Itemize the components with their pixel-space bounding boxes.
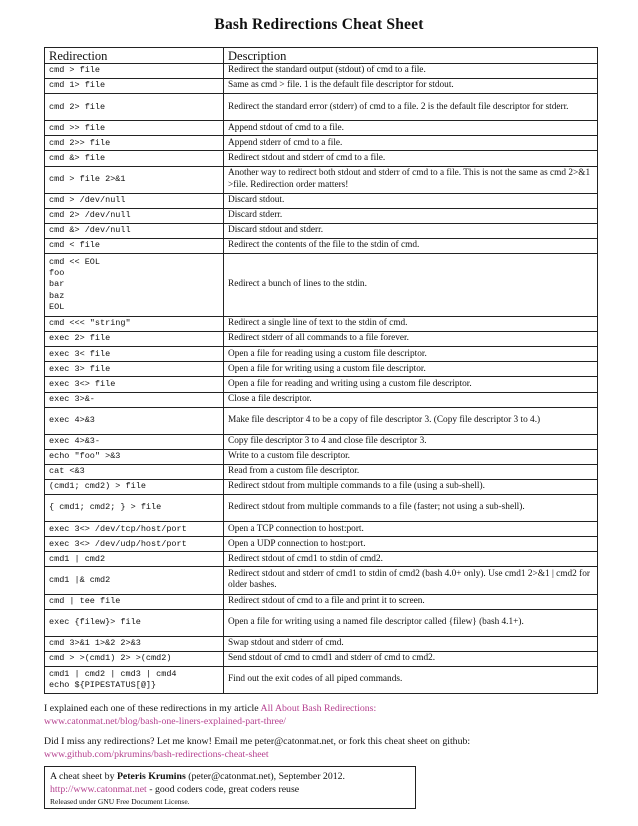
- description-cell: Redirect the standard output (stdout) of cmd to a file.: [224, 64, 598, 79]
- redirection-cell: cmd 2> /dev/null: [45, 208, 224, 223]
- description-cell: Redirect a single line of text to the stdin of cmd.: [224, 317, 598, 332]
- redirection-cell: cmd > /dev/null: [45, 193, 224, 208]
- table-row: [45, 254, 598, 317]
- table-row: [45, 64, 598, 79]
- redirection-cell: cmd <<< "string": [45, 317, 224, 332]
- description-cell: Redirect stdout from multiple commands to a file (faster; not using a sub-shell).: [224, 495, 598, 522]
- credits-author: Peteris Krumins: [116, 771, 186, 782]
- description-cell: Redirect stdout and stderr of cmd to a file.: [224, 151, 598, 166]
- github-link[interactable]: www.github.com/pkrumins/bash-redirections-cheat-sheet: [44, 749, 269, 760]
- footer-feedback: [44, 735, 470, 761]
- description-cell: Open a TCP connection to host:port.: [224, 522, 598, 537]
- table-row: [45, 238, 598, 253]
- redirection-cell: cat <&3: [45, 464, 224, 479]
- redirection-cell: cmd > file 2>&1: [45, 166, 224, 193]
- license-note: Released under GNU Free Document License.: [50, 797, 190, 806]
- footer-article: [44, 702, 376, 728]
- table-row: [45, 317, 598, 332]
- description-cell: Open a file for reading and writing using a custom file descriptor.: [224, 377, 598, 392]
- table-row: [45, 651, 598, 666]
- description-cell: Redirect stderr of all commands to a file forever.: [224, 332, 598, 347]
- description-cell: Open a file for writing using a named file descriptor called {filew} (bash 4.1+).: [224, 609, 598, 636]
- credits-line-site: [50, 783, 410, 796]
- table-row: [45, 666, 598, 693]
- redirection-cell: exec 2> file: [45, 332, 224, 347]
- redirection-cell: exec 3>&-: [45, 392, 224, 407]
- table-header-row: [45, 48, 598, 64]
- table-row: [45, 537, 598, 552]
- credits-line-author: [50, 770, 410, 783]
- credits-motto: - good coders code, great coders reuse: [146, 784, 300, 795]
- table-row: [45, 392, 598, 407]
- table-row: [45, 567, 598, 594]
- redirection-cell: cmd | tee file: [45, 594, 224, 609]
- description-cell: Redirect a bunch of lines to the stdin.: [224, 254, 598, 317]
- redirection-cell: cmd &> /dev/null: [45, 223, 224, 238]
- redirection-cell: cmd > file: [45, 64, 224, 79]
- description-cell: Redirect the contents of the file to the stdin of cmd.: [224, 238, 598, 253]
- catonmat-link[interactable]: http://www.catonmat.net: [50, 784, 147, 795]
- table-row: [45, 347, 598, 362]
- table-row: [45, 636, 598, 651]
- redirection-cell: cmd1 |& cmd2: [45, 567, 224, 594]
- table-row: [45, 495, 598, 522]
- redirection-cell: exec {filew}> file: [45, 609, 224, 636]
- description-cell: Another way to redirect both stdout and stderr of cmd to a file. This is not the same as cmd 2>&1 >file. Redirection order matters!: [224, 166, 598, 193]
- table-row: [45, 449, 598, 464]
- credits-box: [44, 766, 416, 809]
- description-cell: Send stdout of cmd to cmd1 and stderr of cmd to cmd2.: [224, 651, 598, 666]
- redirection-cell: cmd1 | cmd2 | cmd3 | cmd4 echo ${PIPESTATUS[@]}: [45, 666, 224, 693]
- table-row: [45, 552, 598, 567]
- description-cell: Open a file for reading using a custom file descriptor.: [224, 347, 598, 362]
- description-cell: Read from a custom file descriptor.: [224, 464, 598, 479]
- description-cell: Swap stdout and stderr of cmd.: [224, 636, 598, 651]
- table-row: [45, 223, 598, 238]
- redirection-cell: exec 3< file: [45, 347, 224, 362]
- table-row: [45, 594, 598, 609]
- table-body: [45, 64, 598, 694]
- description-cell: Redirect stdout of cmd1 to stdin of cmd2.: [224, 552, 598, 567]
- table-row: [45, 609, 598, 636]
- description-cell: Same as cmd > file. 1 is the default file descriptor for stdout.: [224, 79, 598, 94]
- description-cell: Redirect the standard error (stderr) of cmd to a file. 2 is the default file descriptor for stderr.: [224, 94, 598, 121]
- credits-prefix: A cheat sheet by: [50, 771, 117, 782]
- description-cell: Open a UDP connection to host:port.: [224, 537, 598, 552]
- table-row: [45, 208, 598, 223]
- footer-article-text: I explained each one of these redirections in my article: [44, 703, 261, 714]
- redirection-cell: cmd 2>> file: [45, 136, 224, 151]
- redirection-cell: cmd << EOL foo bar baz EOL: [45, 254, 224, 317]
- redirection-cell: exec 3<> /dev/udp/host/port: [45, 537, 224, 552]
- redirection-cell: cmd1 | cmd2: [45, 552, 224, 567]
- table-row: [45, 121, 598, 136]
- credits-suffix: (peter@catonmat.net), September 2012.: [185, 771, 345, 782]
- table-row: [45, 464, 598, 479]
- article-url-link[interactable]: www.catonmat.net/blog/bash-one-liners-explained-part-three/: [44, 716, 287, 727]
- table-row: [45, 479, 598, 494]
- description-cell: Write to a custom file descriptor.: [224, 449, 598, 464]
- redirection-cell: exec 3<> /dev/tcp/host/port: [45, 522, 224, 537]
- redirection-cell: exec 3> file: [45, 362, 224, 377]
- redirection-cell: (cmd1; cmd2) > file: [45, 479, 224, 494]
- table-row: [45, 377, 598, 392]
- description-cell: Discard stderr.: [224, 208, 598, 223]
- footer-feedback-text: Did I miss any redirections? Let me know! Email me peter@catonmat.net, or fork this cheat sheet on github:: [44, 736, 471, 747]
- description-cell: Copy file descriptor 3 to 4 and close file descriptor 3.: [224, 434, 598, 449]
- table-row: [45, 193, 598, 208]
- redirections-table: [44, 47, 598, 694]
- description-cell: Redirect stdout from multiple commands to a file (using a sub-shell).: [224, 479, 598, 494]
- table-row: [45, 151, 598, 166]
- table-row: [45, 522, 598, 537]
- table-row: [45, 434, 598, 449]
- redirection-cell: cmd 2> file: [45, 94, 224, 121]
- redirection-cell: cmd 3>&1 1>&2 2>&3: [45, 636, 224, 651]
- redirection-cell: cmd &> file: [45, 151, 224, 166]
- description-cell: Discard stdout and stderr.: [224, 223, 598, 238]
- description-cell: Append stderr of cmd to a file.: [224, 136, 598, 151]
- table-row: [45, 79, 598, 94]
- table-row: [45, 166, 598, 193]
- description-cell: Discard stdout.: [224, 193, 598, 208]
- description-cell: Open a file for writing using a custom file descriptor.: [224, 362, 598, 377]
- header-redirection: Redirection: [45, 48, 224, 64]
- redirection-cell: cmd > >(cmd1) 2> >(cmd2): [45, 651, 224, 666]
- redirection-cell: { cmd1; cmd2; } > file: [45, 495, 224, 522]
- redirection-cell: exec 4>&3: [45, 407, 224, 434]
- redirection-cell: cmd >> file: [45, 121, 224, 136]
- description-cell: Append stdout of cmd to a file.: [224, 121, 598, 136]
- description-cell: Redirect stdout of cmd to a file and print it to screen.: [224, 594, 598, 609]
- description-cell: Close a file descriptor.: [224, 392, 598, 407]
- redirection-cell: exec 4>&3-: [45, 434, 224, 449]
- table-row: [45, 332, 598, 347]
- table-row: [45, 362, 598, 377]
- description-cell: Make file descriptor 4 to be a copy of file descriptor 3. (Copy file descriptor 3 to 4.): [224, 407, 598, 434]
- table-row: [45, 94, 598, 121]
- redirection-cell: exec 3<> file: [45, 377, 224, 392]
- article-link[interactable]: All About Bash Redirections:: [260, 703, 377, 714]
- redirection-cell: cmd < file: [45, 238, 224, 253]
- header-description: Description: [224, 48, 598, 64]
- table-row: [45, 407, 598, 434]
- page-title: Bash Redirections Cheat Sheet: [214, 16, 424, 33]
- table-row: [45, 136, 598, 151]
- redirection-cell: cmd 1> file: [45, 79, 224, 94]
- description-cell: Find out the exit codes of all piped commands.: [224, 666, 598, 693]
- description-cell: Redirect stdout and stderr of cmd1 to stdin of cmd2 (bash 4.0+ only). Use cmd1 2>&1 | cmd2 for older bashes.: [224, 567, 598, 594]
- redirection-cell: echo "foo" >&3: [45, 449, 224, 464]
